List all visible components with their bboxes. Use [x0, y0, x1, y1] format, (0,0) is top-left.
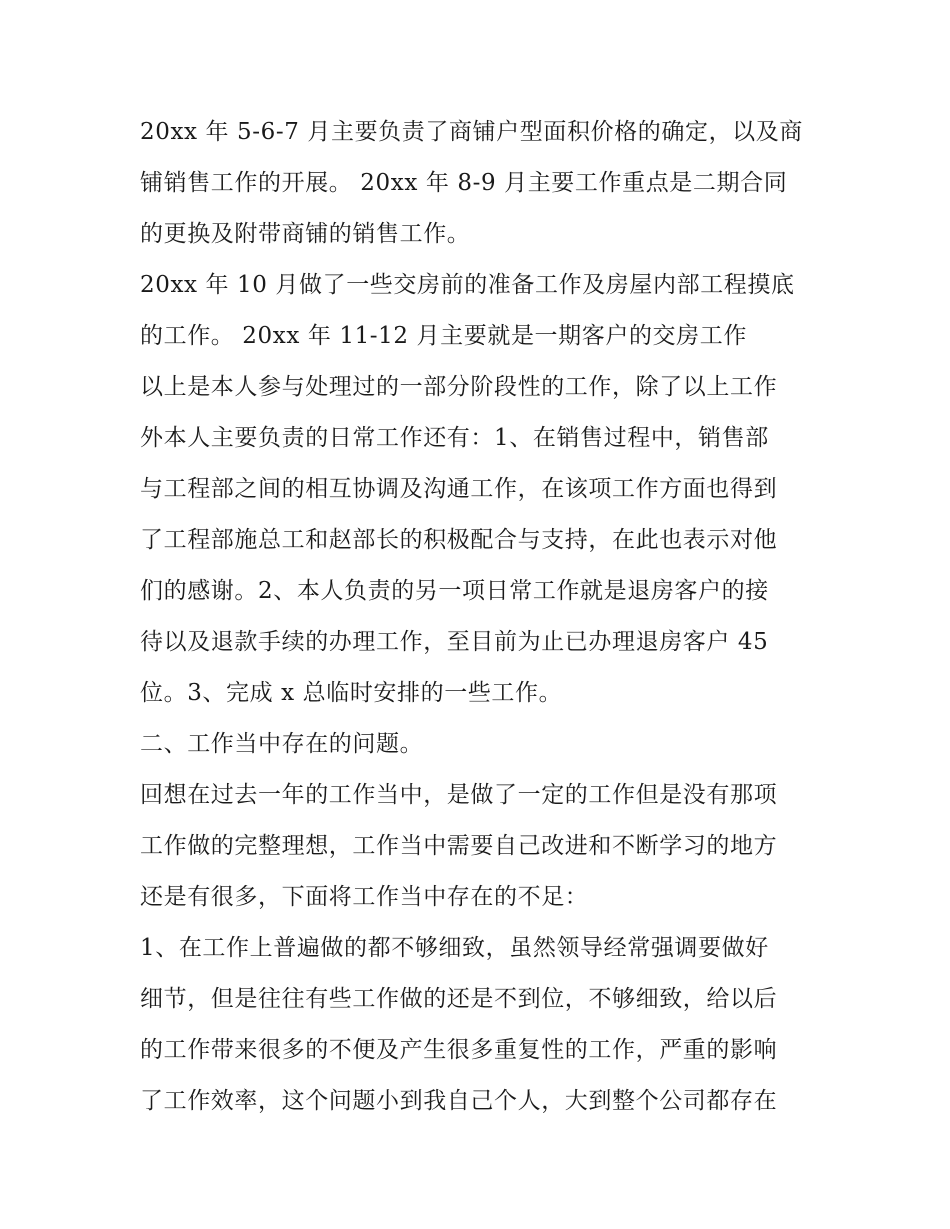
text-line: 20xx 年 5-6-7 月主要负责了商铺户型面积价格的确定，以及商 — [140, 119, 803, 145]
paragraph-work-schedule-part2 — [140, 260, 815, 362]
document-body — [140, 107, 815, 1127]
text-line: 的工作。 20xx 年 11-12 月主要就是一期客户的交房工作 — [140, 323, 747, 349]
text-line: 回想在过去一年的工作当中，是做了一定的工作但是没有那项 — [140, 782, 778, 808]
text-line: 的更换及附带商铺的销售工作。 — [140, 221, 471, 247]
text-line: 铺销售工作的开展。 20xx 年 8-9 月主要工作重点是二期合同 — [140, 170, 788, 196]
text-line: 还是有很多，下面将工作当中存在的不足： — [140, 884, 589, 910]
section-heading-problems — [140, 719, 815, 770]
text-line: 细节，但是往往有些工作做的还是不到位，不够细致，给以后 — [140, 986, 778, 1012]
text-line: 们的感谢。2、本人负责的另一项日常工作就是退房客户的接 — [140, 578, 769, 604]
text-line: 位。3、完成 x 总临时安排的一些工作。 — [140, 680, 563, 706]
text-line: 以上是本人参与处理过的一部分阶段性的工作，除了以上工作 — [140, 374, 778, 400]
text-line: 待以及退款手续的办理工作，至目前为止已办理退房客户 45 — [140, 629, 769, 655]
paragraph-work-schedule-part1 — [140, 107, 815, 260]
text-line: 1、在工作上普遍做的都不够细致，虽然领导经常强调要做好 — [140, 935, 769, 961]
text-line: 了工程部施总工和赵部长的积极配合与支持，在此也表示对他 — [140, 527, 778, 553]
text-line: 二、工作当中存在的问题。 — [140, 731, 424, 757]
text-line: 的工作带来很多的不便及产生很多重复性的工作，严重的影响 — [140, 1037, 778, 1063]
text-line: 了工作效率，这个问题小到我自己个人，大到整个公司都存在 — [140, 1088, 778, 1114]
text-line: 与工程部之间的相互协调及沟通工作，在该项工作方面也得到 — [140, 476, 778, 502]
text-line: 工作做的完整理想，工作当中需要自己改进和不断学习的地方 — [140, 833, 778, 859]
text-line: 20xx 年 10 月做了一些交房前的准备工作及房屋内部工程摸底 — [140, 272, 795, 298]
paragraph-daily-work — [140, 362, 815, 719]
paragraph-problem-1 — [140, 923, 815, 1127]
paragraph-reflection — [140, 770, 815, 923]
text-line: 外本人主要负责的日常工作还有：1、在销售过程中，销售部 — [140, 425, 769, 451]
